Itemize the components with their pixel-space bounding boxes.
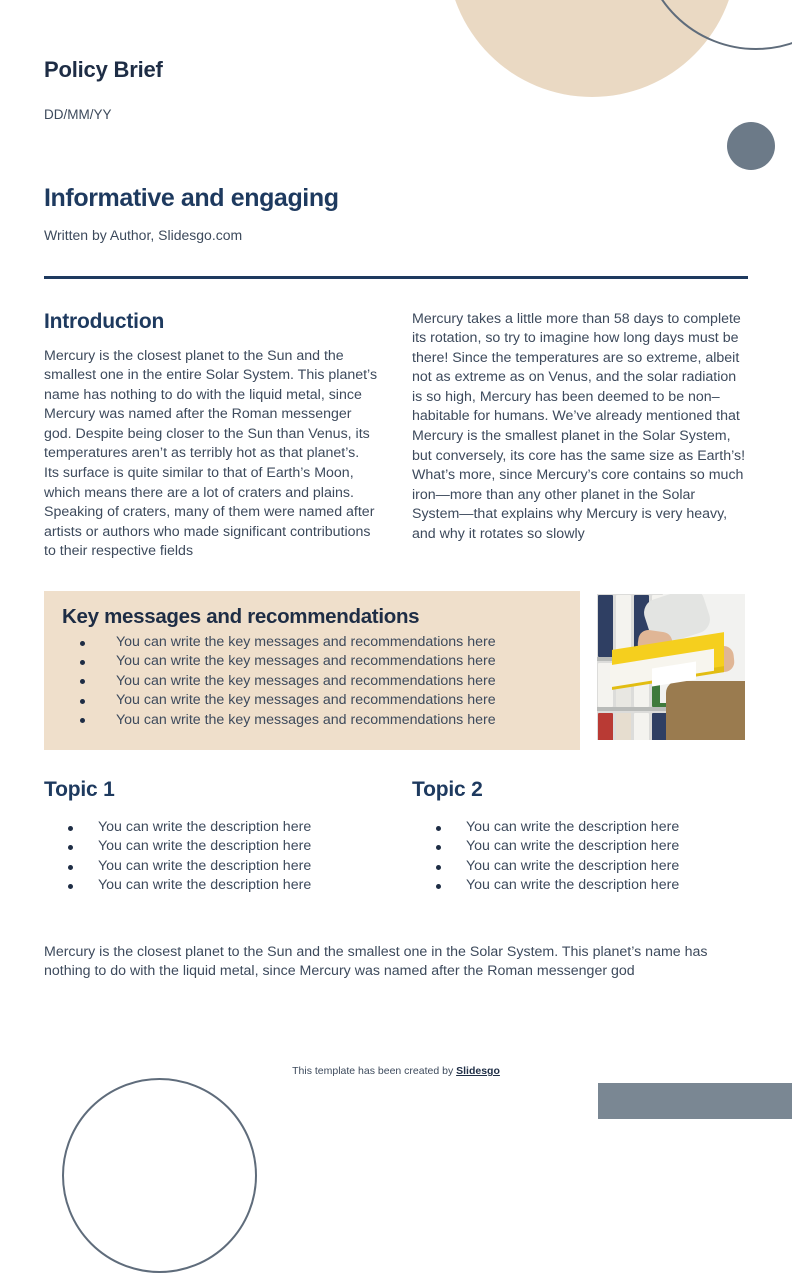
list-item: You can write the description here [44,818,378,837]
list-item: You can write the description here [412,876,746,895]
brief-label: Policy Brief [44,57,163,82]
closing-paragraph: Mercury is the closest planet to the Sun and the smallest one in the Solar System. This planet’s name has nothing to do with the liquid metal, since Mercury was named after the Roman messenger god [44,943,708,980]
introduction-right-column [412,310,746,563]
introduction-section [44,310,748,563]
list-item: You can write the key messages and recommendations here [62,672,562,691]
introduction-heading: Introduction [44,309,165,333]
key-messages-box [44,591,580,750]
author-line: Written by Author, Slidesgo.com [44,227,243,243]
footer-credit [0,1065,792,1077]
list-item: You can write the key messages and recommendations here [62,633,562,652]
introduction-left-paragraph: Mercury is the closest planet to the Sun and the smallest one in the entire Solar System. This planet’s name has nothing to do with the liquid metal, since Mercury was named after the Roman messenger god. Despite being closer to the Sun than Venus, its temperatures aren’t as terribly hot as that planet’s. Its surface is quite similar to that of Earth’s Moon, which means there are a lot of craters and plains. Speaking of craters, many of them were named after artists or authors who made significant contributions to their respective fields [44,347,378,560]
footer-credit-text: This template has been created by [292,1065,457,1077]
list-item: You can write the description here [412,857,746,876]
topics-section [44,778,748,896]
list-item: You can write the key messages and recommendations here [62,711,562,730]
list-item: You can write the description here [44,837,378,856]
list-item: You can write the description here [412,818,746,837]
topic-1-list [44,818,378,896]
page-title: Informative and engaging [44,184,339,212]
slidesgo-link[interactable]: Slidesgo [456,1065,500,1077]
topic-2-list [412,818,746,896]
brief-date: DD/MM/YY [44,107,112,122]
list-item: You can write the description here [412,837,746,856]
topic-2-heading: Topic 2 [412,778,483,802]
list-item: You can write the key messages and recommendations here [62,652,562,671]
key-messages-heading: Key messages and recommendations [62,605,420,629]
introduction-left-column [44,310,378,563]
introduction-right-paragraph: Mercury takes a little more than 58 days to complete its rotation, so try to imagine how long days must be there! Since the temperatures are so extreme, albeit not as extreme as on Venus, and the solar radiation is so high, Mercury has been deemed to be non–habitable for humans. We’ve already mentioned that Mercury is the smallest planet in the Solar System, but conversely, its core has the same size as Earth’s! What’s more, since Mercury’s core contains so much iron—more than any other planet in the Solar System—that explains why Mercury is very heavy, and why it rotates so slowly [412,310,746,543]
topic-1-column [44,778,378,896]
binder-photo [594,591,748,743]
topic-2-column [412,778,746,896]
key-messages-list [62,633,562,730]
list-item: You can write the description here [44,876,378,895]
topic-1-heading: Topic 1 [44,778,115,802]
key-messages-section [44,591,748,750]
list-item: You can write the description here [44,857,378,876]
list-item: You can write the key messages and recommendations here [62,691,562,710]
header-divider [44,276,748,279]
